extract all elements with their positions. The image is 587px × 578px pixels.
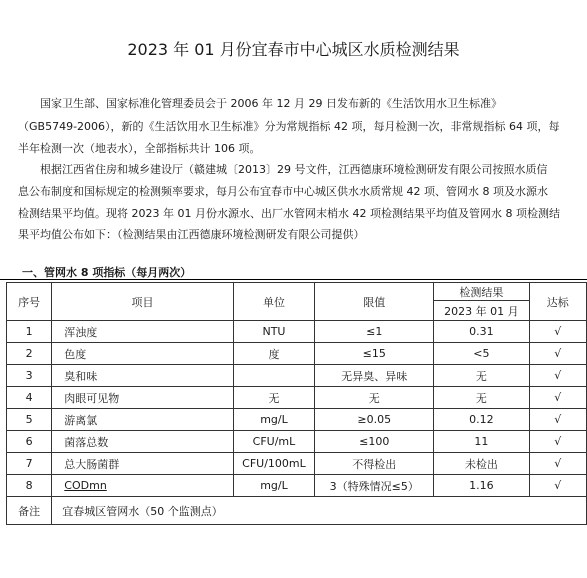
cell-result: 未检出 xyxy=(434,453,529,475)
cell-seq: 8 xyxy=(7,475,52,497)
cell-seq: 6 xyxy=(7,431,52,453)
table-row xyxy=(7,365,587,387)
header-seq: 序号 xyxy=(7,283,52,321)
table-note-row xyxy=(7,497,587,525)
cell-item: 肉眼可见物 xyxy=(52,387,233,409)
paragraph-line: 根据江西省住房和城乡建设厅（赣建城〔2013〕29 号文件，江西德康环境检测研发有限公司按照水质信 xyxy=(40,163,548,176)
cell-seq: 2 xyxy=(7,343,52,365)
cell-result: 0.12 xyxy=(434,409,529,431)
table-row xyxy=(7,387,587,409)
cell-unit: 无 xyxy=(233,387,315,409)
table-row xyxy=(7,475,587,497)
cell-result: <5 xyxy=(434,343,529,365)
cell-limit: ≤100 xyxy=(315,431,434,453)
cell-pass: √ xyxy=(529,475,586,497)
cell-result: 无 xyxy=(434,365,529,387)
cell-pass: √ xyxy=(529,431,586,453)
paragraph-line: 检测结果平均值。现将 2023 年 01 月份水源水、出厂水管网末梢水 42 项检测结果平均值及管网水 8 项检测结 xyxy=(18,207,560,220)
section-divider xyxy=(0,279,587,280)
cell-result: 无 xyxy=(434,387,529,409)
table-header-row xyxy=(7,283,587,301)
note-value: 宜春城区管网水（50 个监测点） xyxy=(52,497,587,525)
cell-pass: √ xyxy=(529,321,586,343)
paragraph-line: 息公布制度和国标规定的检测频率要求，每月公布宜春市中心城区供水水质常规 42 项、管网水 8 项及水源水 xyxy=(18,185,548,198)
cell-item: 总大肠菌群 xyxy=(52,453,233,475)
cell-pass: √ xyxy=(529,387,586,409)
cell-item: 浑浊度 xyxy=(52,321,233,343)
header-result-month: 2023 年 01 月 xyxy=(434,301,529,321)
cell-seq: 7 xyxy=(7,453,52,475)
cell-seq: 3 xyxy=(7,365,52,387)
header-result: 检测结果 xyxy=(434,283,529,301)
note-label: 备注 xyxy=(7,497,52,525)
cell-pass: √ xyxy=(529,343,586,365)
cell-item-text: CODmn xyxy=(64,479,107,492)
header-pass: 达标 xyxy=(529,283,586,321)
paragraph-line: 半年检测一次（地表水），全部指标共计 106 项。 xyxy=(18,142,261,155)
cell-unit: CFU/mL xyxy=(233,431,315,453)
cell-limit: 3（特殊情况≤5） xyxy=(315,475,434,497)
water-quality-table xyxy=(6,282,587,525)
cell-unit: 度 xyxy=(233,343,315,365)
cell-limit: ≥0.05 xyxy=(315,409,434,431)
paragraph-line: 国家卫生部、国家标准化管理委员会于 2006 年 12 月 29 日发布新的《生活饮用水卫生标准》 xyxy=(40,97,502,110)
cell-unit xyxy=(233,365,315,387)
cell-seq: 1 xyxy=(7,321,52,343)
table-row xyxy=(7,409,587,431)
cell-item xyxy=(52,475,233,497)
table-row xyxy=(7,453,587,475)
cell-limit: 无异臭、异味 xyxy=(315,365,434,387)
header-limit: 限值 xyxy=(315,283,434,321)
cell-item: 臭和味 xyxy=(52,365,233,387)
cell-result: 1.16 xyxy=(434,475,529,497)
cell-item: 菌落总数 xyxy=(52,431,233,453)
cell-item: 色度 xyxy=(52,343,233,365)
paragraph-line: 果平均值公布如下：（检测结果由江西德康环境检测研发有限公司提供） xyxy=(18,228,365,241)
page-title: 2023 年 01 月份宜春市中心城区水质检测结果 xyxy=(127,40,460,59)
cell-seq: 4 xyxy=(7,387,52,409)
cell-pass: √ xyxy=(529,365,586,387)
cell-result: 0.31 xyxy=(434,321,529,343)
cell-unit: mg/L xyxy=(233,475,315,497)
cell-limit: ≤1 xyxy=(315,321,434,343)
cell-item: 游离氯 xyxy=(52,409,233,431)
table-row xyxy=(7,431,587,453)
cell-limit: ≤15 xyxy=(315,343,434,365)
cell-unit: NTU xyxy=(233,321,315,343)
cell-seq: 5 xyxy=(7,409,52,431)
cell-unit: mg/L xyxy=(233,409,315,431)
table-row xyxy=(7,321,587,343)
header-unit: 单位 xyxy=(233,283,315,321)
paragraph-line: （GB5749-2006），新的《生活饮用水卫生标准》分为常规指标 42 项，每月检测一次，非常规指标 64 项，每 xyxy=(18,120,560,133)
cell-pass: √ xyxy=(529,409,586,431)
cell-unit: CFU/100mL xyxy=(233,453,315,475)
cell-limit: 不得检出 xyxy=(315,453,434,475)
table-row xyxy=(7,343,587,365)
cell-limit: 无 xyxy=(315,387,434,409)
section-title: 一、管网水 8 项指标（每月两次） xyxy=(22,266,192,279)
cell-result: 11 xyxy=(434,431,529,453)
header-item: 项目 xyxy=(52,283,233,321)
cell-pass: √ xyxy=(529,453,586,475)
